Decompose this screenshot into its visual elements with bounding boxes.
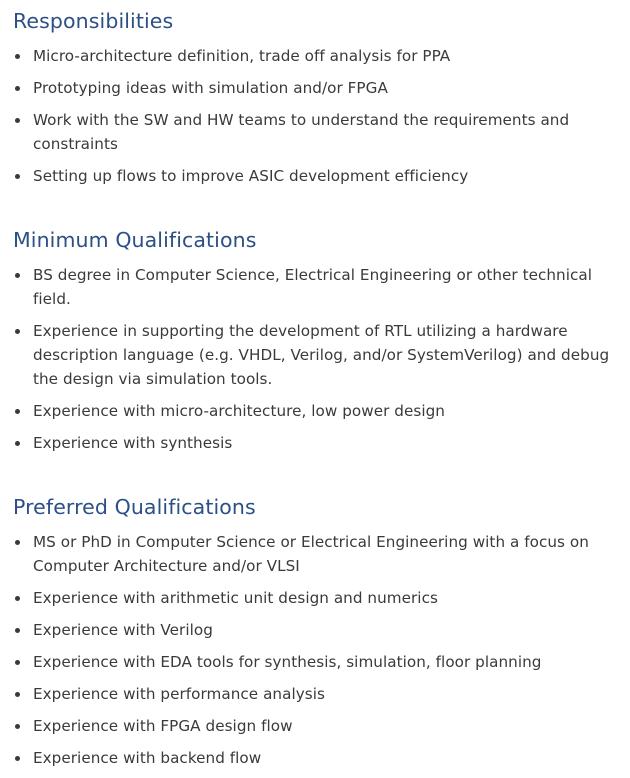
list-item-text: Experience in supporting the development of RTL utilizing a hardware description language (e.g. VHDL, Verilog, and/or SystemVerilog) and debug the design via simulation tools. [33, 322, 610, 388]
list-item [13, 431, 625, 455]
bullet-icon [15, 329, 20, 334]
bullet-icon [15, 756, 20, 761]
list-item [13, 650, 625, 674]
list-item [13, 714, 625, 738]
list-item-text: Setting up flows to improve ASIC development efficiency [33, 167, 469, 185]
bullet-icon [15, 86, 20, 91]
list-item-text: Micro-architecture definition, trade off analysis for PPA [33, 47, 451, 65]
section-title-minimum-qualifications: Minimum Qualifications [13, 228, 257, 252]
responsibilities-section [13, 6, 625, 196]
bullet-icon [15, 724, 20, 729]
bullet-icon [15, 441, 20, 446]
bullet-icon [15, 692, 20, 697]
minimum-qualifications-section [13, 225, 625, 463]
list-item [13, 618, 625, 642]
list-item-text: Experience with Verilog [33, 621, 213, 639]
list-item-text: BS degree in Computer Science, Electrical Engineering or other technical field. [33, 266, 593, 308]
list-item [13, 44, 625, 68]
list-item-text: Prototyping ideas with simulation and/or FPGA [33, 79, 388, 97]
list-item-text: Experience with micro-architecture, low power design [33, 402, 445, 420]
bullet-icon [15, 54, 20, 59]
list-item-text: Experience with performance analysis [33, 685, 325, 703]
section-title-preferred-qualifications: Preferred Qualifications [13, 495, 256, 519]
minimum-qualifications-list [13, 263, 625, 455]
preferred-qualifications-list [13, 530, 625, 770]
list-item-text: Experience with FPGA design flow [33, 717, 293, 735]
bullet-icon [15, 273, 20, 278]
section-title-responsibilities: Responsibilities [13, 9, 174, 33]
bullet-icon [15, 409, 20, 414]
list-item [13, 263, 625, 311]
list-item [13, 319, 625, 391]
list-item-text: MS or PhD in Computer Science or Electrical Engineering with a focus on Computer Architecture and/or VLSI [33, 533, 589, 575]
bullet-icon [15, 540, 20, 545]
preferred-qualifications-section [13, 492, 625, 778]
bullet-icon [15, 628, 20, 633]
list-item [13, 108, 625, 156]
list-item-text: Experience with EDA tools for synthesis, simulation, floor planning [33, 653, 542, 671]
list-item [13, 530, 625, 578]
list-item-text: Work with the SW and HW teams to understand the requirements and constraints [33, 111, 570, 153]
bullet-icon [15, 660, 20, 665]
bullet-icon [15, 118, 20, 123]
list-item [13, 586, 625, 610]
list-item [13, 746, 625, 770]
list-item-text: Experience with backend flow [33, 749, 262, 767]
bullet-icon [15, 174, 20, 179]
responsibilities-list [13, 44, 625, 188]
list-item-text: Experience with arithmetic unit design and numerics [33, 589, 438, 607]
list-item [13, 682, 625, 706]
list-item [13, 399, 625, 423]
list-item [13, 76, 625, 100]
list-item [13, 164, 625, 188]
list-item-text: Experience with synthesis [33, 434, 233, 452]
bullet-icon [15, 596, 20, 601]
